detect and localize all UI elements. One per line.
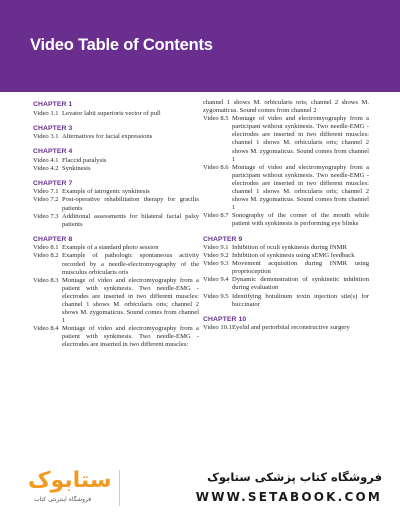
video-entry[interactable]: [33, 244, 199, 252]
video-number: Video 4.1: [33, 156, 59, 164]
video-number: Video 9.5: [203, 292, 229, 300]
video-entry[interactable]: [203, 293, 369, 309]
video-number: Video 8.1: [33, 244, 59, 252]
footer-divider: [119, 470, 120, 506]
chapter-heading: CHAPTER 10: [203, 315, 247, 323]
video-title: Montage of video and electromyography from a participant without synkinesis. Two needle-EMG - electrodes are inserted in two different muscles: channel 1 shows M. orbicularis oris; channel 2 shows M. zygomaticus. Sound comes from channel 1: [232, 115, 369, 163]
video-title: Inhibition of oculi synkinesis during fNMR: [232, 244, 347, 251]
video-number: Video 8.7: [203, 212, 229, 220]
chapter-heading: CHAPTER 3: [33, 124, 73, 132]
video-number: Video 7.1: [33, 188, 59, 196]
store-website-link[interactable]: WWW.SETABOOK.COM: [195, 490, 382, 504]
video-entry[interactable]: [33, 165, 199, 173]
video-title: Eyelid and periorbital reconstructive surgery: [232, 324, 350, 332]
video-title: Inhibition of synkinesis using sEMG feedback: [232, 252, 355, 260]
setabook-logo[interactable]: [22, 468, 114, 508]
video-title-continuation: channel 1 shows M. orbicularis oris; channel 2 shows M. zygomaticus. Sound comes from channel 2: [203, 99, 369, 115]
video-number: Video 1.1: [33, 109, 59, 117]
page-title: Video Table of Contents: [30, 36, 213, 54]
logo-tagline: فروشگاه اینترنتی کتاب: [34, 496, 92, 503]
video-title: Flaccid paralysis: [62, 156, 107, 164]
video-number: Video 9.4: [203, 276, 229, 284]
video-number: Video 8.2: [33, 252, 59, 260]
video-entry[interactable]: [33, 213, 199, 229]
video-entry[interactable]: [33, 325, 199, 349]
video-entry[interactable]: [33, 277, 199, 326]
video-number: Video 8.5: [203, 115, 229, 123]
video-entry[interactable]: [33, 252, 199, 276]
video-number: Video 7.2: [33, 196, 59, 204]
video-title: Montage of video and electromyography from a patient with synkinesis. Two needle-EMG - electrodes are inserted in two different muscles:: [62, 325, 199, 349]
video-entry[interactable]: [203, 212, 369, 228]
video-title: Post-operative rehabilitation therapy for gracilis patients: [62, 196, 199, 212]
toc-right-column: [203, 99, 369, 332]
video-entry[interactable]: [203, 260, 369, 276]
video-number: Video 9.2: [203, 252, 229, 260]
video-number: Video 8.6: [203, 163, 229, 171]
video-entry[interactable]: [203, 252, 369, 260]
video-number: Video 3.1: [33, 133, 59, 141]
video-title: Additional assessments for bilateral facial palsy patients: [62, 212, 199, 228]
video-title: Levator labii superioris vector of pull: [62, 109, 161, 117]
logo-mark: ستابوک: [28, 468, 112, 493]
video-entry[interactable]: [33, 196, 199, 212]
video-entry[interactable]: [33, 133, 199, 141]
video-entry[interactable]: [203, 115, 369, 164]
video-entry[interactable]: [33, 110, 199, 118]
video-number: Video 7.3: [33, 212, 59, 220]
chapter-heading: CHAPTER 7: [33, 179, 73, 187]
video-title: Montage of video and electromyography from a participant without synkinesis. Two needle-EMG - electrodes are inserted in two different muscles: channel 1 shows M. orbicularis oris; channel 2 shows M. zygomaticus. Sound comes from channel 1: [232, 163, 369, 212]
chapter-heading: CHAPTER 4: [33, 148, 73, 156]
header-banner: [0, 0, 400, 92]
toc-left-column: [33, 101, 199, 350]
video-title: Dynamic demonstration of synkinetic inhibition during evaluation: [232, 276, 369, 292]
video-number: Video 8.4: [33, 325, 59, 333]
video-entry[interactable]: [203, 324, 369, 332]
video-number: Video 9.1: [203, 244, 229, 251]
video-entry[interactable]: [203, 164, 369, 213]
video-number: Video 8.3: [33, 276, 59, 284]
video-title: Alternatives for facial expressions: [62, 133, 153, 141]
video-title: Movement acquisition during fNMR using proprioception: [232, 260, 369, 276]
video-entry[interactable]: [203, 244, 369, 252]
video-entry[interactable]: [33, 188, 199, 196]
chapter-heading: CHAPTER 1: [33, 101, 73, 108]
video-entry[interactable]: [33, 157, 199, 165]
video-title: Montage of video and electromyography from a patient with synkinesis. Two needle-EMG - electrodes are inserted in two different muscles: channel 1 shows M. orbicularis oris; channel 2 shows M. zygomaticus. Sound comes from channel 1: [62, 276, 199, 325]
video-title: Example of a standard photo session: [62, 244, 159, 252]
video-title: Synkinesis: [62, 164, 91, 172]
video-number: Video 4.2: [33, 164, 59, 172]
video-title: Example of pathologic spontaneous activity recorded by a needle-electromyography of the musculus orbicularis oris: [62, 252, 199, 276]
video-title: Sonography of the corner of the mouth while patient with synkinesis is performing eye blinks: [232, 212, 369, 228]
chapter-heading: CHAPTER 9: [203, 235, 243, 243]
video-title: Identifying botulinum toxin injection site(s) for buccinator: [232, 292, 369, 308]
video-entry[interactable]: [203, 276, 369, 292]
video-number: Video 9.3: [203, 260, 229, 268]
video-title: Example of iatrogenic synkinesis: [62, 188, 150, 196]
video-number: Video 10.1: [203, 324, 232, 332]
chapter-heading: CHAPTER 8: [33, 235, 73, 243]
store-name: فروشگاه کتاب پزشکی ستابوک: [207, 470, 382, 484]
